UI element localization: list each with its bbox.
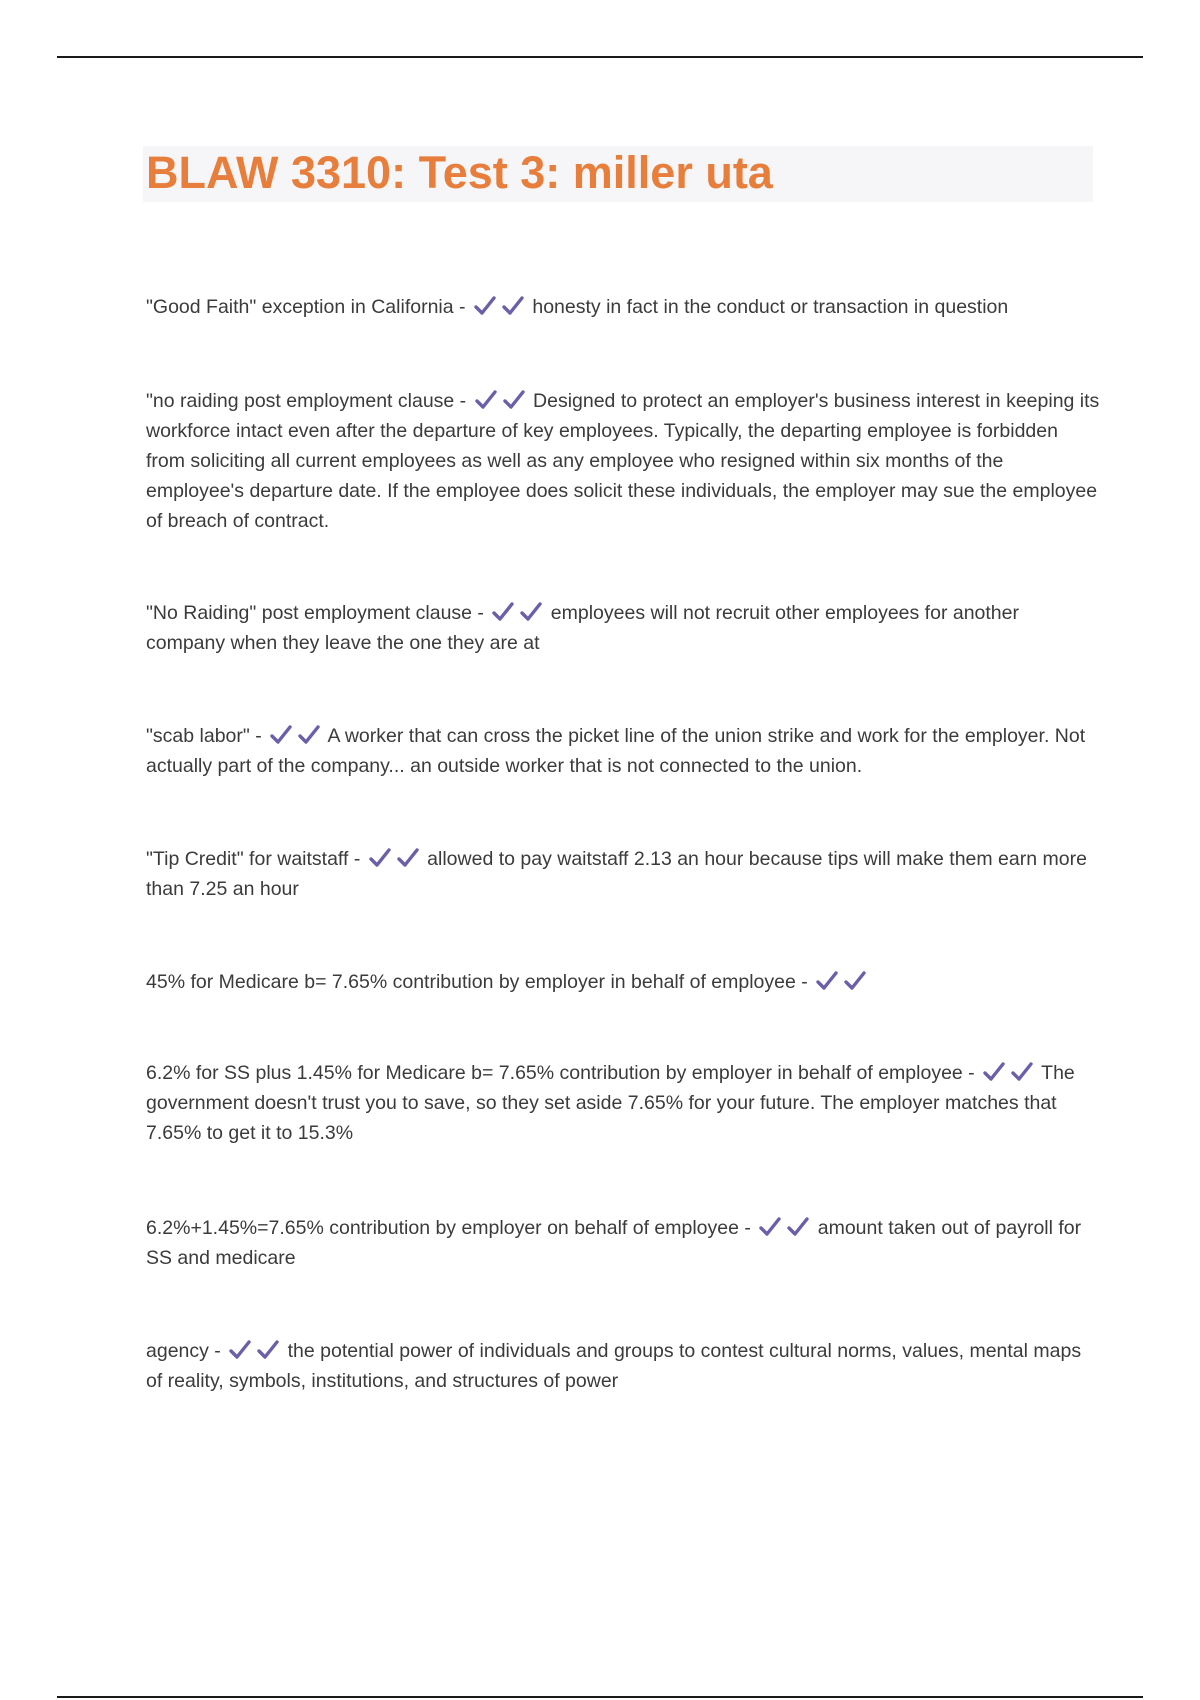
term-text: "no raiding post employment clause -: [146, 390, 467, 412]
definition-text: amount taken out of payroll for SS and medicare: [146, 1217, 1082, 1269]
definition-text: A worker that can cross the picket line of the union strike and work for the employer. Not actually part of the company... an outside worker that is not connected to the union.: [146, 725, 1086, 777]
check-icon: [256, 1339, 280, 1361]
definition-text: allowed to pay waitstaff 2.13 an hour because tips will make them earn more than 7.25 an hour: [146, 848, 1087, 900]
check-icon: [502, 389, 526, 411]
flashcard-entry: [146, 386, 1101, 536]
check-icon: [843, 970, 867, 992]
check-marks: [267, 725, 323, 747]
document-title: BLAW 3310: Test 3: miller uta: [146, 147, 773, 198]
check-icon: [519, 601, 543, 623]
definition-text: the potential power of individuals and groups to contest cultural norms, values, mental maps of reality, symbols, institutions, and structures of power: [146, 1340, 1082, 1392]
check-icon: [269, 724, 293, 746]
check-icon: [1010, 1061, 1034, 1083]
check-icon: [815, 970, 839, 992]
term-text: "scab labor" -: [146, 725, 262, 747]
check-icon: [758, 1216, 782, 1238]
term-text: 6.2%+1.45%=7.65% contribution by employer on behalf of employee -: [146, 1217, 751, 1239]
top-rule: [57, 56, 1143, 58]
check-icon: [786, 1216, 810, 1238]
flashcard-entry: [146, 844, 1101, 904]
check-marks: [756, 1217, 812, 1239]
term-text: "No Raiding" post employment clause -: [146, 602, 484, 624]
flashcard-entry: [146, 1336, 1101, 1396]
definition-text: Designed to protect an employer's business interest in keeping its workforce intact even after the departure of key employees. Typically, the departing employee is forbidden from soliciting all current employees as well as any employee who resigned within six months of the employee's departure date. If the employee does solicit these individuals, the employer may sue the employee of breach of contract.: [146, 390, 1100, 532]
check-icon: [228, 1339, 252, 1361]
check-icon: [297, 724, 321, 746]
check-marks: [472, 390, 528, 412]
flashcard-entry: [146, 1058, 1101, 1148]
flashcard-entry: [146, 967, 1101, 997]
bottom-rule: [57, 1696, 1143, 1698]
term-text: agency -: [146, 1340, 221, 1362]
check-icon: [982, 1061, 1006, 1083]
definition-text: The government doesn't trust you to save, so they set aside 7.65% for your future. The employer matches that 7.65% to get it to 15.3%: [146, 1062, 1075, 1144]
check-icon: [396, 847, 420, 869]
check-icon: [501, 295, 525, 317]
check-marks: [471, 296, 527, 318]
definition-text: employees will not recruit other employees for another company when they leave the one they are at: [146, 602, 1019, 654]
check-icon: [368, 847, 392, 869]
term-text: 45% for Medicare b= 7.65% contribution by employer in behalf of employee -: [146, 971, 808, 993]
check-marks: [489, 602, 545, 624]
flashcard-entry: [146, 598, 1101, 658]
check-marks: [980, 1062, 1036, 1084]
check-icon: [474, 389, 498, 411]
flashcard-entry: [146, 721, 1101, 781]
check-marks: [813, 971, 869, 993]
check-marks: [366, 848, 422, 870]
check-icon: [473, 295, 497, 317]
term-text: "Tip Credit" for waitstaff -: [146, 848, 361, 870]
check-icon: [491, 601, 515, 623]
definition-text: honesty in fact in the conduct or transaction in question: [532, 296, 1009, 318]
term-text: 6.2% for SS plus 1.45% for Medicare b= 7.65% contribution by employer in behalf of employee -: [146, 1062, 975, 1084]
flashcard-entry: [146, 1213, 1101, 1273]
term-text: "Good Faith" exception in California -: [146, 296, 466, 318]
flashcard-entry: [146, 292, 1101, 322]
check-marks: [226, 1340, 282, 1362]
